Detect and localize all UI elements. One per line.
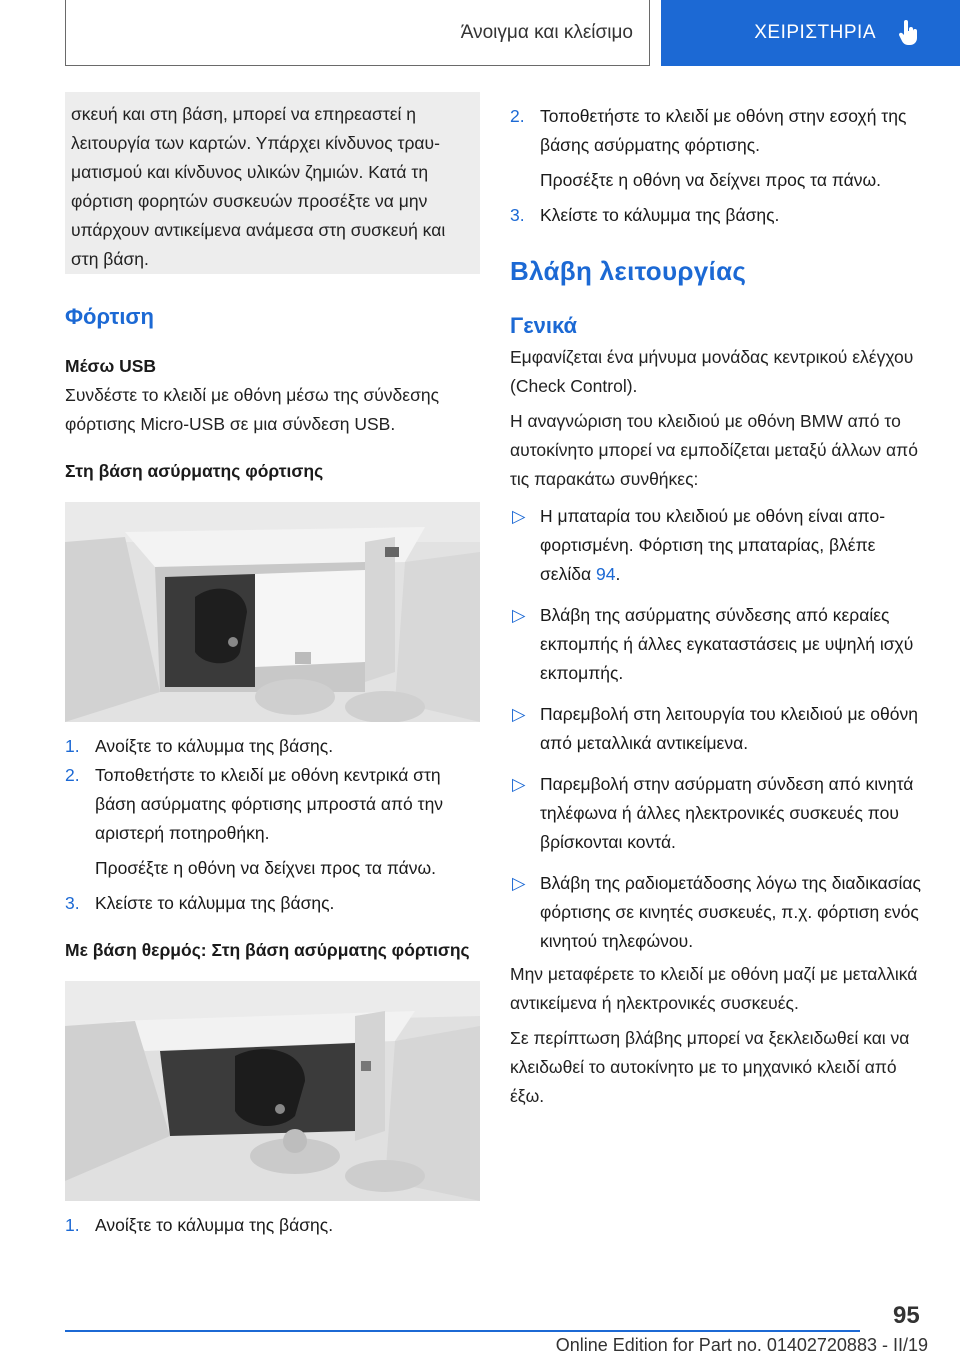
general-paragraph-2: Η αναγνώριση του κλειδιού με οθόνη BMW από το αυτοκίνητο μπορεί να εμποδίζεται μεταξύ άλλων από τις παρακάτω συνθήκες:	[510, 411, 918, 489]
list-item	[510, 201, 930, 230]
step-text: Τοποθετήστε το κλειδί με οθόνη κεντρικά στη βάση ασύρματης φόρτισης μπροστά από την αριστερή ποτηροθήκη.	[95, 765, 444, 843]
list-item	[510, 770, 930, 857]
console-illustration-2	[65, 981, 480, 1201]
chapter-tab-label: ΧΕΙΡΙΣΤΗΡΙΑ	[754, 22, 876, 43]
list-item	[65, 732, 480, 761]
general-paragraph-4: Σε περίπτωση βλάβης μπορεί να ξεκλειδωθεί και να κλειδωθεί το αυτοκίνητο με το μηχανικό κλειδί από έξω.	[510, 1028, 910, 1106]
triangle-bullet-icon: ▷	[512, 774, 526, 794]
step-text: Κλείστε το κάλυμμα της βάσης.	[540, 205, 780, 225]
bullet-text: Παρεμβολή στη λειτουργία του κλειδιού με οθόνη από μεταλλικά αντικείμενα.	[540, 704, 918, 753]
footer-edition: Online Edition for Part no. 01402720883 - II/19	[555, 1335, 928, 1355]
triangle-bullet-icon: ▷	[512, 873, 526, 893]
step-number: 1.	[65, 1215, 80, 1235]
step-number: 2.	[510, 106, 525, 126]
wireless-charging-photo	[65, 502, 480, 722]
heading-thermos: Με βάση θερμός: Στη βάση ασύρματης φόρτισης	[65, 940, 470, 960]
step-text: Κλείστε το κάλυμμα της βάσης.	[95, 893, 335, 913]
heading-usb: Μέσω USB	[65, 356, 157, 376]
list-item	[510, 700, 930, 758]
conditions-list	[510, 502, 930, 956]
step-text: Τοποθετήστε το κλειδί με οθόνη στην εσοχή της βάσης ασύρματης φόρτισης.	[540, 106, 907, 155]
left-column	[65, 92, 480, 1240]
step-number: 2.	[65, 765, 80, 785]
heading-wireless: Στη βάση ασύρματης φόρτισης	[65, 461, 324, 481]
heading-general: Γενικά	[510, 313, 578, 338]
general-paragraph-3: Μην μεταφέρετε το κλειδί με οθόνη μαζί με μεταλλικά αντικείμενα ή ηλεκτρονικές συσκευές.	[510, 964, 918, 1013]
bullet-text: Βλάβη της ραδιομετάδοσης λόγω της διαδικασίας φόρτισης σε κινητές συσκευές, π.χ. φόρτιση ενός κινητού τηλεφώνου.	[540, 873, 921, 951]
step-number: 1.	[65, 736, 80, 756]
heading-charging: Φόρτιση	[65, 304, 154, 329]
list-item	[510, 102, 930, 160]
general-paragraph-1: Εμφανίζεται ένα μήνυμα μονάδας κεντρικού ελέγχου (Check Control).	[510, 347, 914, 396]
steps-list-wireless	[65, 732, 480, 848]
console-illustration	[65, 502, 480, 722]
step-number: 3.	[65, 893, 80, 913]
right-column	[510, 92, 930, 1111]
triangle-bullet-icon: ▷	[512, 704, 526, 724]
page-number: 95	[893, 1302, 920, 1329]
section-title: Άνοιγμα και κλείσιμο	[460, 21, 633, 43]
list-item	[65, 761, 480, 848]
step-number: 3.	[510, 205, 525, 225]
step-text: Ανοίξτε το κάλυμμα της βάσης.	[95, 736, 334, 756]
step-note: Προσέξτε η οθόνη να δείχνει προς τα πάνω.	[540, 170, 882, 190]
step-note: Προσέξτε η οθόνη να δείχνει προς τα πάνω.	[95, 858, 437, 878]
usb-paragraph: Συνδέστε το κλειδί με οθόνη μέσω της σύνδεσης φόρτισης Micro-USB σε μια σύνδεση USB.	[65, 385, 440, 434]
triangle-bullet-icon: ▷	[512, 506, 526, 526]
list-item	[510, 869, 930, 956]
chapter-tab[interactable]	[661, 0, 960, 66]
warning-box	[65, 92, 480, 274]
bullet-text-part: Η μπαταρία του κλειδιού με οθόνη είναι αποφορτισμένη. Φόρτιση της μπαταρίας, βλέπε σελίδα	[540, 506, 886, 584]
page-link[interactable]: 94	[595, 564, 616, 584]
hand-pointer-icon	[898, 20, 920, 46]
triangle-bullet-icon: ▷	[512, 605, 526, 625]
thermos-charging-photo	[65, 981, 480, 1201]
list-item	[510, 601, 930, 688]
section-header	[65, 0, 650, 66]
bullet-text: Παρεμβολή στην ασύρματη σύνδεση από κινητά τηλέφωνα ή άλλες ηλεκτρονικές συσκευές που βρίσκονται κοντά.	[540, 774, 914, 852]
bullet-text: Βλάβη της ασύρματης σύνδεσης από κεραίες εκπομπής ή άλλες εγκαταστάσεις με υψηλή ισχύ εκπομπής.	[540, 605, 914, 683]
list-item	[65, 1211, 480, 1240]
list-item	[510, 502, 930, 589]
list-item	[65, 889, 480, 918]
warning-text: σκευή και στη βάση, μπορεί να επηρεαστεί η λειτουργία των καρτών. Υπάρχει κίνδυνος τραυματισμού και κίνδυνος υλικών ζημιών. Κατά τη φόρτιση φορητών συσκευών προσέξτε να μην υπάρχουν αντικείμενα ανάμεσα στη συσκευή και στη βάση.	[71, 104, 446, 269]
bullet-text	[540, 502, 930, 589]
bullet-text-part: .	[615, 564, 621, 584]
step-text: Ανοίξτε το κάλυμμα της βάσης.	[95, 1215, 334, 1235]
footer-divider	[65, 1330, 860, 1332]
heading-malfunction: Βλάβη λειτουργίας	[510, 256, 747, 286]
